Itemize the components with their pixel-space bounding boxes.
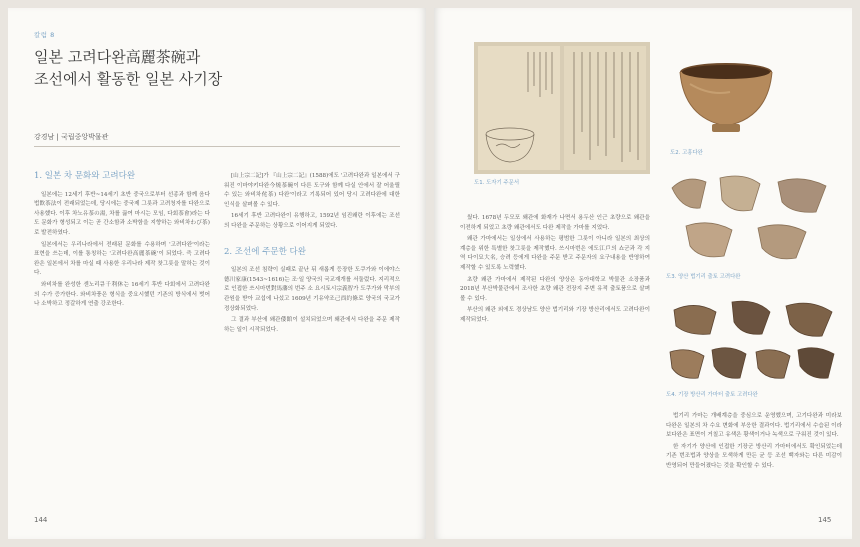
page-number-right: 145 <box>818 516 832 524</box>
right-column-2 <box>666 412 842 474</box>
paragraph: 웠다. 1678년 두모포 왜관에 화재가 나면서 용두산 인근 초량으로 왜관을 이전하게 되었고 초량 왜관에서도 다완 제작을 가마를 지었다. <box>460 215 650 231</box>
figure-2-image <box>670 56 782 140</box>
figure-4-caption: 도4. 기장 방산리 가마터 출토 고려다완 <box>666 392 758 398</box>
paragraph: 일본에는 12세기 후반~14세기 초반 중국으로부터 선종과 함께 음다법飲茶法이 전래되었는데, 당시에는 중국제 그릇과 고려청자를 다완으로 사용했다. 이후 차노유茶の湯, 차를 끓여 마시는 모임, 다회茶會)라는 다도 문화가 형성되고 이는 곧 간소함과 소박함을 지향하는 와비차わび茶)로 발전하였다. <box>34 191 210 236</box>
title-divider <box>34 146 400 147</box>
figure-1-image <box>474 42 650 174</box>
left-column-2 <box>224 172 400 337</box>
author-line: 강경남 | 국립중앙박물관 <box>34 133 109 141</box>
paragraph: 일본의 조선 침략이 실패로 끝난 뒤 새롭게 등장한 도쿠가와 이에야스德川家康(1543~1616)는 조·일 양국의 국교재개를 서둘렀다. 지리적으로 인접한 쓰시마번對馬藩의 번주 소 요시토시宗義智가 도쿠가와 막부의 관원을 받아 교섭에 나섰고 1609년 기유약조己酉約條로 양국의 국교가 정상화되었다. <box>224 267 400 312</box>
paragraph: 왜관 가마에서는 일상에서 사용하는 평범한 그릇이 아니라 일본의 최상의 계층을 위한 특별한 찻그릇을 제작했다. 쓰시마번은 에도江戶의 쇼군과 각 지역 다이묘大名, 승려 등에게 다완을 주문 받고 주문자의 요구내용을 반영하여 제작할 수 있도록 노력했다. <box>460 236 650 271</box>
right-column-1 <box>460 214 650 328</box>
left-column-1 <box>34 172 210 312</box>
section-2-heading: 2. 조선에 주문한 다완 <box>224 246 306 257</box>
bangsan-sherds-illustration <box>666 294 842 386</box>
paragraph: 초량 왜관 가마에서 제작된 다완의 양상은 동아대학교 박물관 소장품과 2018년 부산박물관에서 조사한 초량 왜관 전장지 주변 유적 출토품으로 살펴볼 수 있다. <box>460 276 650 302</box>
column-eyebrow: 칼럼 8 <box>34 31 55 39</box>
paragraph: 일본에서는 우리나라에서 전래된 문화를 수용하며 '고려다완'이라는 표현을 쓰는데, 이를 통칭하는 '고려다완高麗茶碗'이 되었다. 즉 고려다완은 일본에서 차를 마실 때 사용한 우리나라 제작 찻그릇을 말하는 것이다. <box>34 241 210 277</box>
order-document-illustration <box>474 42 650 174</box>
paragraph: 한 자기가 양산에 인접한 기장군 방산리 가마터에서도 확인되었는데 기존 번조법과 양상을 모색하게 만든 균 등 조선 백자와는 다른 미감이 반영되어 만들어졌다는 것을 확인할 수 있다. <box>666 443 842 469</box>
figure-3-image <box>666 168 842 268</box>
beopgi-sherds-illustration <box>666 168 842 268</box>
paragraph: [山上宗二記]가 『山上宗二記』(1588)에도 '고려다완과 일본에서 구워진 이마야키다완今燒茶碗이 다른 도구와 함께 다실 안에서 잘 어울릴 수 있는 와비차侘茶) 다완'이라고 기록되어 있어 당시 고려다완에 대한 인식을 살펴볼 수 있다. <box>224 173 400 208</box>
paragraph: 16세기 후반 고려다완이 유행하고, 1592년 임진왜란 이후에는 조선의 다완을 주문하는 상황으로 이어지게 되었다. <box>224 213 400 229</box>
figure-4-image <box>666 294 842 386</box>
paragraph: 법기리 가마는 개배계층을 중심으로 운영했으며, 고기다완과 미라보다완은 일본의 차 수요 변화에 부응한 결과이다. 법기리에서 수습된 이라보다완은 표면이 거칠고 유색은 황색이거나 녹색으로 구워진 것이 있다. <box>666 413 842 439</box>
article-title <box>34 46 364 90</box>
title-line-1: 일본 고려다완高麗茶碗과 <box>34 48 201 66</box>
title-line-2: 조선에서 활동한 일본 사기장 <box>34 70 223 88</box>
left-page <box>8 8 426 539</box>
page-number-left: 144 <box>34 516 48 524</box>
section-1-heading: 1. 일본 차 문화와 고려다완 <box>34 171 136 181</box>
paragraph: 그 결과 부산에 왜관倭館이 설치되었으며 왜관에서 다완을 주문 제작하는 일이 시작되었다. <box>224 317 400 333</box>
paragraph: 부산의 왜관 외에도 경상남도 양산 법기리와 기장 방산리에서도 고려다완이 제작되었다. <box>460 307 650 323</box>
figure-3-caption: 도3. 양산 법기리 출토 고려다완 <box>666 274 741 280</box>
right-page <box>434 8 852 539</box>
figure-2-caption: 도2. 고흥다완 <box>670 150 703 156</box>
goheung-bowl-illustration <box>670 56 782 140</box>
figure-1-caption: 도1. 도자기 주문서 <box>474 180 520 186</box>
paragraph: 와비차를 완성한 센노리큐千利休는 16세기 후반 다회에서 고려다완의 수가 증가한다. 와비차풍은 형식을 중요시했던 기존의 방식에서 벗어나 소박하고 정갈하게 연출 강조한다. <box>34 281 210 308</box>
